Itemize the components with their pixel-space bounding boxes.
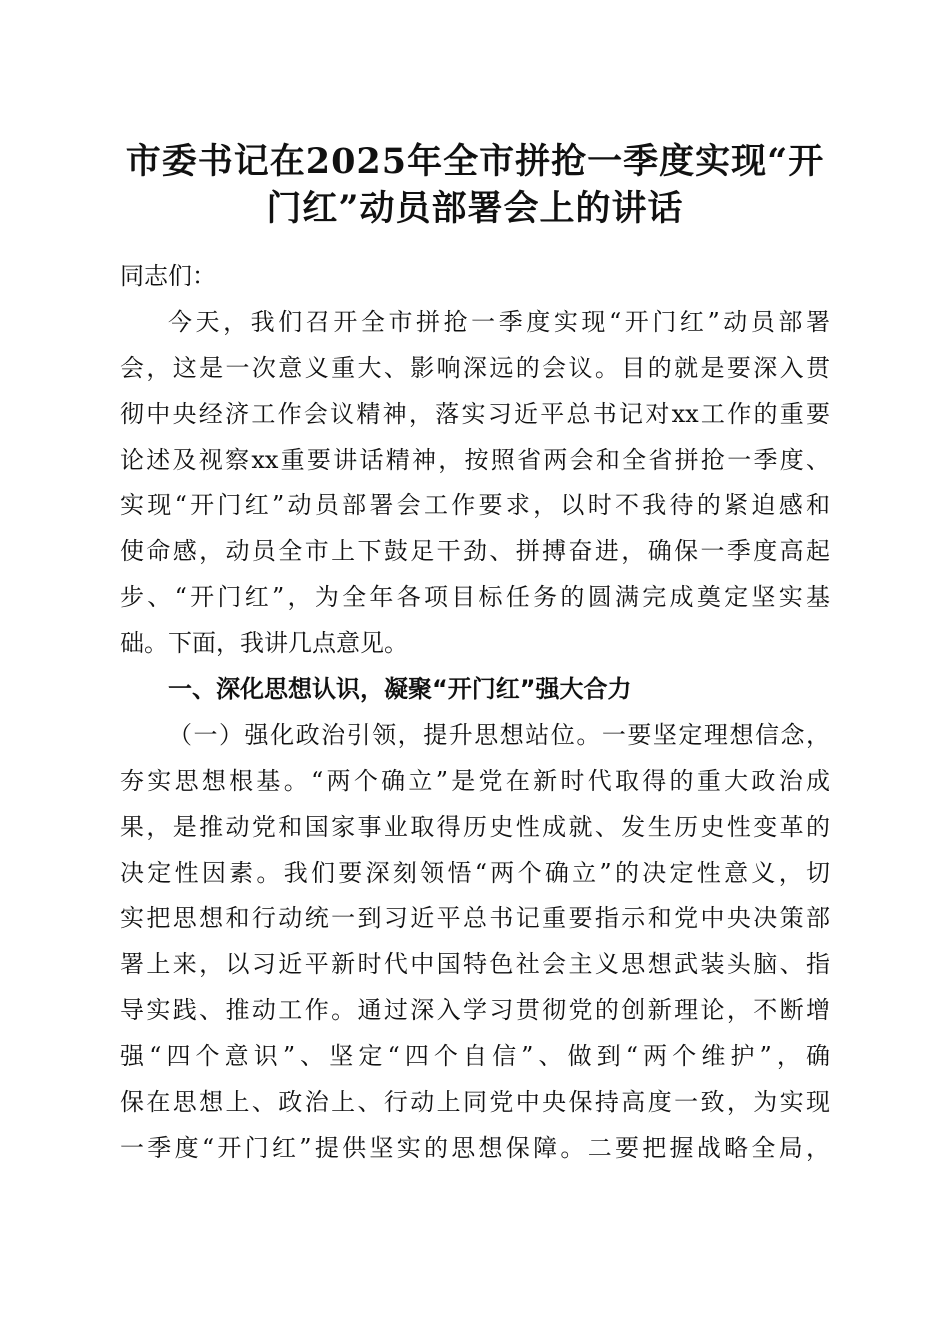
paragraph-line: 彻中央经济工作会议精神，落实习近平总书记对xx工作的重要 (120, 399, 830, 428)
paragraph-section-1-1 (120, 713, 830, 1172)
paragraph-line: 强“四个意识”、坚定“四个自信”、做到“两个维护”，确 (120, 1042, 830, 1071)
paragraph-line: 论述及视察xx重要讲话精神，按照省两会和全省拼抢一季度、 (120, 445, 830, 474)
paragraph-line: 决定性因素。我们要深刻领悟“两个确立”的决定性意义，切 (120, 858, 830, 887)
salutation: 同志们： (120, 262, 216, 290)
paragraph-line: 果，是推动党和国家事业取得历史性成就、发生历史性变革的 (120, 812, 830, 841)
paragraph-line: 础。下面，我讲几点意见。 (120, 629, 408, 658)
section-heading: 一、深化思想认识，凝聚“开门红”强大合力 (168, 675, 632, 704)
paragraph-line: 步、“开门红”，为全年各项目标任务的圆满完成奠定坚实基 (120, 583, 830, 612)
paragraph-line: 导实践、推动工作。通过深入学习贯彻党的创新理论，不断增 (120, 996, 830, 1025)
paragraph-line: （一）强化政治引领，提升思想站位。一要坚定理想信念， (168, 720, 830, 749)
title-line: 门红”动员部署会上的讲话 (266, 188, 684, 229)
document-title (120, 138, 830, 232)
paragraph-line: 夯实思想根基。“两个确立”是党在新时代取得的重大政治成 (120, 766, 830, 795)
paragraph-line: 会，这是一次意义重大、影响深远的会议。目的就是要深入贯 (120, 353, 830, 382)
paragraph-line: 署上来，以习近平新时代中国特色社会主义思想武装头脑、指 (120, 950, 830, 979)
title-line: 市委书记在2025年全市拼抢一季度实现“开 (125, 141, 825, 182)
paragraph-line: 实现“开门红”动员部署会工作要求，以时不我待的紧迫感和 (120, 491, 830, 520)
paragraph-line: 一季度“开门红”提供坚实的思想保障。二要把握战略全局， (120, 1133, 830, 1162)
paragraph-line: 使命感，动员全市上下鼓足干劲、拼搏奋进，确保一季度高起 (120, 537, 830, 566)
paragraph-line: 实把思想和行动统一到习近平总书记重要指示和党中央决策部 (120, 904, 830, 933)
paragraph-line: 今天，我们召开全市拼抢一季度实现“开门红”动员部署 (168, 307, 830, 336)
paragraph-line: 保在思想上、政治上、行动上同党中央保持高度一致，为实现 (120, 1088, 830, 1117)
document-body (120, 254, 830, 1172)
paragraph-intro (120, 300, 830, 667)
